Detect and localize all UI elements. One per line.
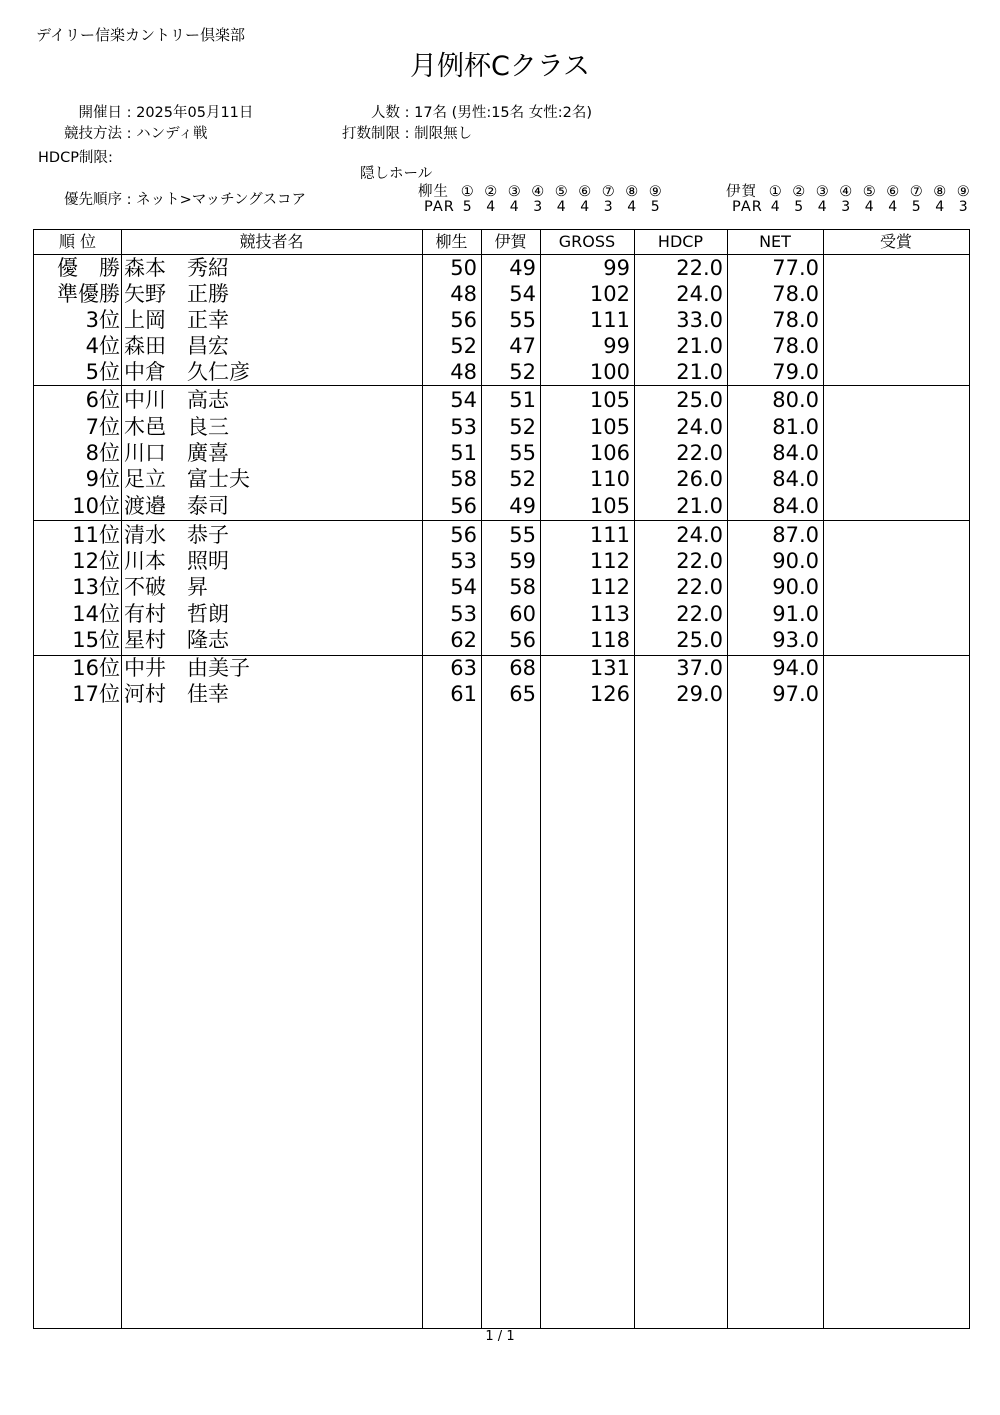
results-table [33, 229, 970, 1329]
table-row [34, 414, 971, 440]
hdcp-cell: 37.0 [676, 656, 723, 680]
table-row [34, 387, 971, 413]
player-name-cell: 有村 哲朗 [124, 602, 229, 626]
yagyu-score-cell: 52 [450, 334, 477, 358]
par-value: 5 [911, 199, 922, 215]
method-value: ハンディ戦 [136, 126, 208, 142]
table-row [34, 627, 971, 653]
net-cell: 93.0 [772, 628, 819, 652]
hdcp-cell: 26.0 [676, 467, 723, 491]
yagyu-score-cell: 54 [450, 388, 477, 412]
par-value: 3 [603, 199, 614, 215]
yagyu-score-cell: 53 [450, 415, 477, 439]
rank-cell: 15位 [72, 628, 120, 652]
hole-number: ③ [815, 184, 830, 200]
award-cell [827, 359, 967, 385]
colon: : [404, 105, 410, 121]
par-label: PAR [732, 199, 763, 215]
net-cell: 90.0 [772, 575, 819, 599]
par-value: 4 [817, 199, 828, 215]
player-name-cell: 矢野 正勝 [124, 282, 229, 306]
page-title: 月例杯Cクラス [409, 51, 591, 82]
gross-cell: 105 [589, 415, 630, 439]
net-cell: 79.0 [772, 360, 819, 384]
iga-score-cell: 65 [509, 682, 536, 706]
iga-score-cell: 58 [509, 575, 536, 599]
group-divider [34, 520, 969, 521]
player-name-cell: 上岡 正幸 [124, 308, 229, 332]
priority-value: ネット>マッチングスコア [136, 192, 307, 208]
colon: : [404, 126, 410, 142]
net-cell: 84.0 [772, 441, 819, 465]
net-cell: 78.0 [772, 282, 819, 306]
rank-cell: 11位 [72, 523, 120, 547]
net-cell: 87.0 [772, 523, 819, 547]
award-cell [827, 387, 967, 413]
rank-cell: 13位 [72, 575, 120, 599]
rank-cell: 16位 [72, 656, 120, 680]
iga-score-cell: 56 [509, 628, 536, 652]
hdcp-cell: 21.0 [676, 360, 723, 384]
hdcp-cell: 29.0 [676, 682, 723, 706]
yagyu-score-cell: 53 [450, 602, 477, 626]
table-row [34, 574, 971, 600]
player-name-cell: 川本 照明 [124, 549, 229, 573]
info-priority [36, 188, 306, 209]
hdcp-cell: 33.0 [676, 308, 723, 332]
par-value: 4 [864, 199, 875, 215]
rank-cell: 準優勝 [57, 282, 120, 306]
rank-cell: 10位 [72, 494, 120, 518]
hole-number: ⑦ [601, 184, 616, 200]
yagyu-score-cell: 54 [450, 575, 477, 599]
player-name-cell: 中井 由美子 [124, 656, 250, 680]
info-limit [320, 122, 472, 143]
table-row [34, 255, 971, 281]
par-value: 4 [580, 199, 591, 215]
hole-number: ⑥ [578, 184, 593, 200]
method-label: 競技方法 [64, 126, 122, 142]
award-cell [827, 440, 967, 466]
yagyu-score-cell: 58 [450, 467, 477, 491]
iga-score-cell: 55 [509, 441, 536, 465]
hdcp-cell: 22.0 [676, 441, 723, 465]
hdcp-cell: 24.0 [676, 282, 723, 306]
player-name-cell: 川口 廣喜 [124, 441, 229, 465]
rank-cell: 8位 [85, 441, 120, 465]
table-row [34, 522, 971, 548]
iga-score-cell: 52 [509, 415, 536, 439]
iga-score-cell: 55 [509, 308, 536, 332]
table-row [34, 466, 971, 492]
rank-cell: 17位 [72, 682, 120, 706]
hdcp-cell: 21.0 [676, 334, 723, 358]
gross-cell: 111 [589, 308, 630, 332]
header-gross: GROSS [558, 232, 616, 251]
hole-number: ⑦ [909, 184, 924, 200]
gross-cell: 131 [589, 656, 630, 680]
rank-cell: 5位 [85, 360, 120, 384]
table-row [34, 333, 971, 359]
gross-cell: 100 [589, 360, 630, 384]
course-iga-holes [726, 180, 976, 201]
gross-cell: 113 [589, 602, 630, 626]
hole-number: ④ [531, 184, 546, 200]
award-cell [827, 681, 967, 707]
award-cell [827, 493, 967, 519]
course-yagyu-holes [418, 180, 668, 201]
par-value: 4 [486, 199, 497, 215]
table-row [34, 681, 971, 707]
player-name-cell: 河村 佳幸 [124, 682, 229, 706]
rank-cell: 優 勝 [57, 256, 120, 280]
yagyu-score-cell: 56 [450, 494, 477, 518]
hole-number: ① [768, 184, 783, 200]
group-divider [34, 385, 969, 386]
course-iga-pars [732, 199, 976, 215]
par-value: 5 [794, 199, 805, 215]
yagyu-score-cell: 56 [450, 523, 477, 547]
net-cell: 84.0 [772, 494, 819, 518]
par-value: 4 [935, 199, 946, 215]
iga-score-cell: 49 [509, 494, 536, 518]
gross-cell: 112 [589, 549, 630, 573]
hole-number: ③ [507, 184, 522, 200]
par-value: 5 [462, 199, 473, 215]
par-value: 4 [770, 199, 781, 215]
iga-score-cell: 60 [509, 602, 536, 626]
rank-cell: 6位 [85, 388, 120, 412]
par-value: 4 [888, 199, 899, 215]
net-cell: 97.0 [772, 682, 819, 706]
hole-number: ⑤ [862, 184, 877, 200]
gross-cell: 126 [589, 682, 630, 706]
gross-cell: 112 [589, 575, 630, 599]
header-hdcp: HDCP [657, 232, 704, 251]
hole-number: ⑧ [625, 184, 640, 200]
header-iga: 伊賀 [494, 232, 527, 251]
page-number: 1 / 1 [485, 1329, 515, 1344]
hole-number: ② [484, 184, 499, 200]
hole-number: ② [792, 184, 807, 200]
hole-number: ⑧ [933, 184, 948, 200]
gross-cell: 99 [603, 334, 630, 358]
award-cell [827, 281, 967, 307]
gross-cell: 105 [589, 494, 630, 518]
yagyu-score-cell: 51 [450, 441, 477, 465]
hole-number: ⑨ [956, 184, 971, 200]
award-cell [827, 522, 967, 548]
player-name-cell: 足立 富士夫 [124, 467, 250, 491]
header-rank: 順 位 [58, 232, 97, 251]
par-value: 3 [958, 199, 969, 215]
hdcp-cell: 22.0 [676, 256, 723, 280]
award-cell [827, 466, 967, 492]
player-name-cell: 渡邉 泰司 [124, 494, 229, 518]
table-row [34, 359, 971, 385]
net-cell: 90.0 [772, 549, 819, 573]
count-value: 17名 (男性:15名 女性:2名) [414, 105, 593, 121]
rank-cell: 14位 [72, 602, 120, 626]
table-row [34, 307, 971, 333]
header-yagyu: 柳生 [435, 232, 468, 251]
club-name: デイリー信楽カントリー倶楽部 [36, 26, 245, 44]
gross-cell: 111 [589, 523, 630, 547]
yagyu-score-cell: 61 [450, 682, 477, 706]
rank-cell: 7位 [85, 415, 120, 439]
table-row [34, 548, 971, 574]
date-label: 開催日 [78, 105, 122, 121]
date-value: 2025年05月11日 [136, 105, 254, 121]
header-net: NET [759, 232, 791, 251]
net-cell: 78.0 [772, 308, 819, 332]
table-row [34, 655, 971, 681]
iga-score-cell: 51 [509, 388, 536, 412]
award-cell [827, 414, 967, 440]
hdcp-cell: 25.0 [676, 388, 723, 412]
limit-label: 打数制限 [342, 126, 400, 142]
iga-score-cell: 68 [509, 656, 536, 680]
rank-cell: 9位 [85, 467, 120, 491]
colon: : [126, 105, 132, 121]
hole-number: ⑥ [886, 184, 901, 200]
rank-cell: 3位 [85, 308, 120, 332]
hdcp-cell: 24.0 [676, 415, 723, 439]
iga-score-cell: 54 [509, 282, 536, 306]
table-row [34, 281, 971, 307]
hole-number: ⑤ [554, 184, 569, 200]
gross-cell: 106 [589, 441, 630, 465]
iga-score-cell: 49 [509, 256, 536, 280]
net-cell: 78.0 [772, 334, 819, 358]
award-cell [827, 601, 967, 627]
yagyu-score-cell: 48 [450, 282, 477, 306]
par-label: PAR [424, 199, 455, 215]
table-row [34, 601, 971, 627]
par-value: 3 [841, 199, 852, 215]
hdcp-label: HDCP制限 [38, 150, 108, 166]
hole-number: ⑨ [648, 184, 663, 200]
rank-cell: 4位 [85, 334, 120, 358]
hidden-holes-title: 隠しホール [360, 166, 433, 182]
net-cell: 84.0 [772, 467, 819, 491]
player-name-cell: 不破 昇 [124, 575, 208, 599]
player-name-cell: 森本 秀紹 [124, 256, 229, 280]
hole-number: ① [460, 184, 475, 200]
par-value: 5 [650, 199, 661, 215]
award-cell [827, 255, 967, 281]
award-cell [827, 548, 967, 574]
par-value: 4 [509, 199, 520, 215]
yagyu-score-cell: 56 [450, 308, 477, 332]
player-name-cell: 森田 昌宏 [124, 334, 229, 358]
hdcp-cell: 22.0 [676, 575, 723, 599]
table-row [34, 440, 971, 466]
par-value: 4 [627, 199, 638, 215]
player-name-cell: 清水 恭子 [124, 523, 229, 547]
table-row [34, 493, 971, 519]
award-cell [827, 307, 967, 333]
award-cell [827, 655, 967, 681]
course-yagyu-pars [424, 199, 668, 215]
info-count [320, 101, 592, 122]
iga-score-cell: 59 [509, 549, 536, 573]
hdcp-cell: 22.0 [676, 602, 723, 626]
net-cell: 94.0 [772, 656, 819, 680]
iga-score-cell: 55 [509, 523, 536, 547]
gross-cell: 110 [589, 467, 630, 491]
colon: : [107, 150, 113, 166]
yagyu-score-cell: 48 [450, 360, 477, 384]
gross-cell: 105 [589, 388, 630, 412]
player-name-cell: 木邑 良三 [124, 415, 229, 439]
player-name-cell: 中倉 久仁彦 [124, 360, 250, 384]
yagyu-score-cell: 53 [450, 549, 477, 573]
award-cell [827, 627, 967, 653]
iga-score-cell: 52 [509, 360, 536, 384]
net-cell: 91.0 [772, 602, 819, 626]
priority-label: 優先順序 [64, 192, 122, 208]
course-name: 柳生 [418, 184, 449, 200]
net-cell: 81.0 [772, 415, 819, 439]
course-name: 伊賀 [726, 184, 757, 200]
gross-cell: 99 [603, 256, 630, 280]
count-label: 人数 [371, 105, 400, 121]
limit-value: 制限無し [414, 126, 473, 142]
iga-score-cell: 52 [509, 467, 536, 491]
net-cell: 80.0 [772, 388, 819, 412]
yagyu-score-cell: 63 [450, 656, 477, 680]
hdcp-cell: 22.0 [676, 549, 723, 573]
par-value: 4 [556, 199, 567, 215]
colon: : [126, 192, 132, 208]
net-cell: 77.0 [772, 256, 819, 280]
award-cell [827, 574, 967, 600]
hole-number: ④ [839, 184, 854, 200]
yagyu-score-cell: 50 [450, 256, 477, 280]
hdcp-cell: 21.0 [676, 494, 723, 518]
hdcp-cell: 24.0 [676, 523, 723, 547]
player-name-cell: 中川 高志 [124, 388, 229, 412]
award-cell [827, 333, 967, 359]
colon: : [126, 126, 132, 142]
gross-cell: 118 [589, 628, 630, 652]
hdcp-cell: 25.0 [676, 628, 723, 652]
par-value: 3 [533, 199, 544, 215]
yagyu-score-cell: 62 [450, 628, 477, 652]
header-award: 受賞 [879, 232, 912, 251]
player-name-cell: 星村 隆志 [124, 628, 229, 652]
rank-cell: 12位 [72, 549, 120, 573]
header-name: 競技者名 [239, 232, 304, 251]
iga-score-cell: 47 [509, 334, 536, 358]
info-hdcp [38, 146, 113, 167]
info-method [36, 122, 207, 143]
info-date [36, 101, 253, 122]
gross-cell: 102 [589, 282, 630, 306]
